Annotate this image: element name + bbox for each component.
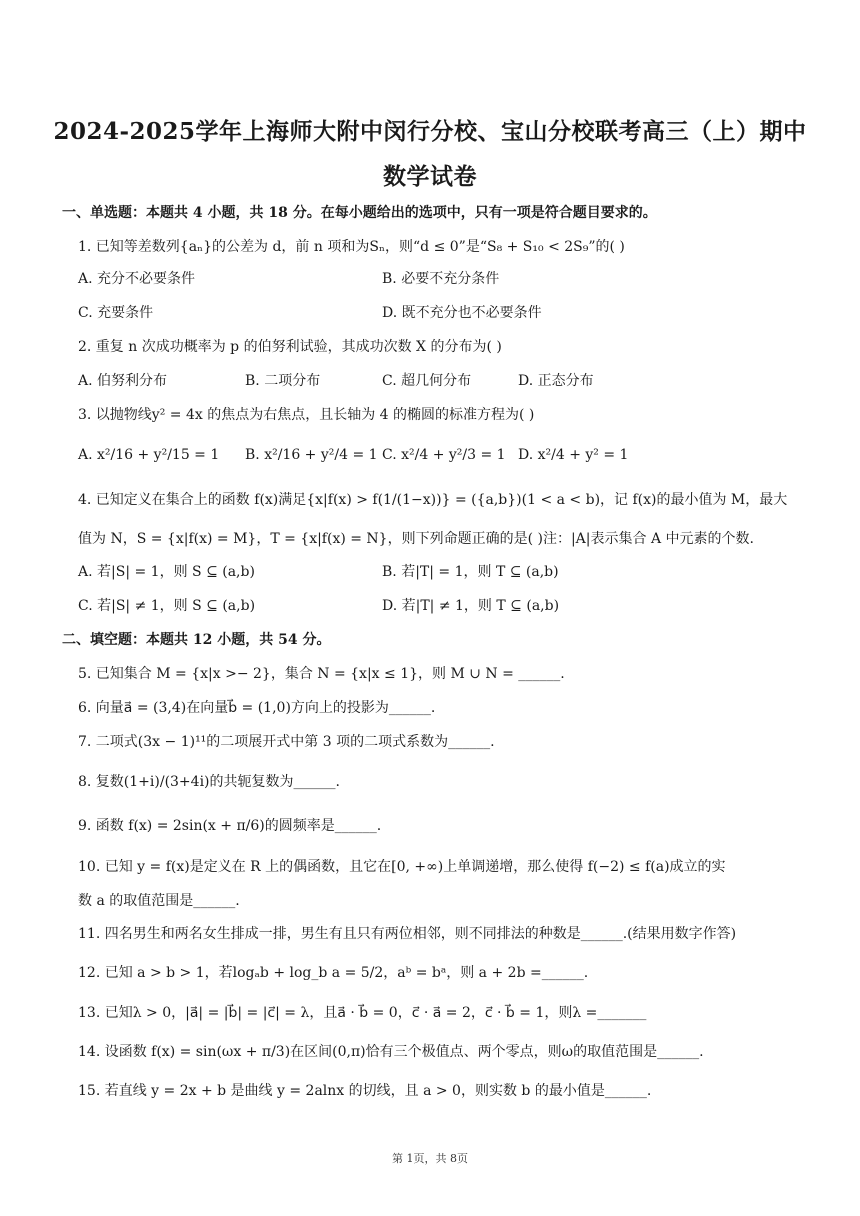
- question-12: 12. 已知 a > b > 1，若logₐb + log_b a = 5/2，aᵇ = bᵃ，则 a + 2b =______.: [78, 965, 589, 981]
- question-8: 8. 复数(1+i)/(3+4i)的共轭复数为______.: [78, 774, 340, 790]
- question-2-option-a: A. 伯努利分布: [78, 373, 168, 389]
- question-2-option-d: D. 正态分布: [518, 373, 594, 389]
- section-single-choice: 一、单选题：本题共 4 小题，共 18 分。在每小题给出的选项中，只有一项是符合题目要求的。: [62, 205, 657, 221]
- question-3-option-c: C. x²/4 + y²/3 = 1: [382, 447, 506, 463]
- question-4-stem-line-1: 4. 已知定义在集合上的函数 f(x)满足{x|f(x) > f(1/(1−x))} = ({a,b})(1 < a < b)，记 f(x)的最小值为 M，最大: [78, 492, 788, 508]
- title-line-1: 2024-2025学年上海师大附中闵行分校、宝山分校联考高三（上）期中: [53, 118, 807, 145]
- question-7: 7. 二项式(3x − 1)¹¹的二项展开式中第 3 项的二项式系数为______.: [78, 734, 495, 750]
- question-1-option-c: C. 充要条件: [78, 305, 154, 321]
- question-1-option-a: A. 充分不必要条件: [78, 271, 196, 287]
- question-3-option-b: B. x²/16 + y²/4 = 1: [245, 447, 378, 463]
- question-13: 13. 已知λ > 0，|a⃗| = |b⃗| = |c⃗| = λ，且a⃗ · b⃗ = 0，c⃗ · a⃗ = 2，c⃗ · b⃗ = 1，则λ =_______: [78, 1005, 647, 1021]
- question-3-option-d: D. x²/4 + y² = 1: [518, 447, 629, 463]
- question-1-stem: 1. 已知等差数列{aₙ}的公差为 d，前 n 项和为Sₙ，则“d ≤ 0”是“S₈ + S₁₀ < 2S₉”的( ): [78, 239, 625, 255]
- question-11: 11. 四名男生和两名女生排成一排，男生有且只有两位相邻，则不同排法的种数是______.(结果用数字作答): [78, 926, 737, 942]
- question-4-option-d: D. 若|T| ≠ 1，则 T ⊆ (a,b): [382, 598, 560, 614]
- question-6: 6. 向量a⃗ = (3,4)在向量b⃗ = (1,0)方向上的投影为______.: [78, 700, 436, 716]
- question-3-stem: 3. 以抛物线y² = 4x 的焦点为右焦点，且长轴为 4 的椭圆的标准方程为( ): [78, 407, 535, 423]
- page-footer: 第 1页，共 8页: [392, 1152, 468, 1165]
- question-2-stem: 2. 重复 n 次成功概率为 p 的伯努利试验，其成功次数 X 的分布为( ): [78, 339, 502, 355]
- question-5: 5. 已知集合 M = {x|x >− 2}，集合 N = {x|x ≤ 1}，则 M ∪ N = ______.: [78, 666, 565, 682]
- title-line-2: 数学试卷: [383, 163, 477, 190]
- question-2-option-c: C. 超几何分布: [382, 373, 472, 389]
- question-1-option-d: D. 既不充分也不必要条件: [382, 305, 542, 321]
- question-4-option-c: C. 若|S| ≠ 1，则 S ⊆ (a,b): [78, 598, 256, 614]
- question-10-line-1: 10. 已知 y = f(x)是定义在 R 上的偶函数，且它在[0, +∞)上单调递增，那么使得 f(−2) ≤ f(a)成立的实: [78, 859, 726, 875]
- question-15: 15. 若直线 y = 2x + b 是曲线 y = 2alnx 的切线，且 a > 0，则实数 b 的最小值是______.: [78, 1083, 652, 1099]
- section-fill-in: 二、填空题：本题共 12 小题，共 54 分。: [62, 632, 331, 648]
- question-9: 9. 函数 f(x) = 2sin(x + π/6)的圆频率是______.: [78, 818, 382, 834]
- question-2-option-b: B. 二项分布: [245, 373, 321, 389]
- question-10-line-2: 数 a 的取值范围是______.: [78, 893, 240, 909]
- question-4-option-b: B. 若|T| = 1，则 T ⊆ (a,b): [382, 564, 559, 580]
- question-4-option-a: A. 若|S| = 1，则 S ⊆ (a,b): [78, 564, 255, 580]
- question-1-option-b: B. 必要不充分条件: [382, 271, 500, 287]
- question-3-option-a: A. x²/16 + y²/15 = 1: [78, 447, 220, 463]
- question-14: 14. 设函数 f(x) = sin(ωx + π/3)在区间(0,π)恰有三个极值点、两个零点，则ω的取值范围是______.: [78, 1044, 704, 1060]
- question-4-stem-line-2: 值为 N，S = {x|f(x) = M}，T = {x|f(x) = N}，则下列命题正确的是( )注：|A|表示集合 A 中元素的个数.: [78, 531, 754, 547]
